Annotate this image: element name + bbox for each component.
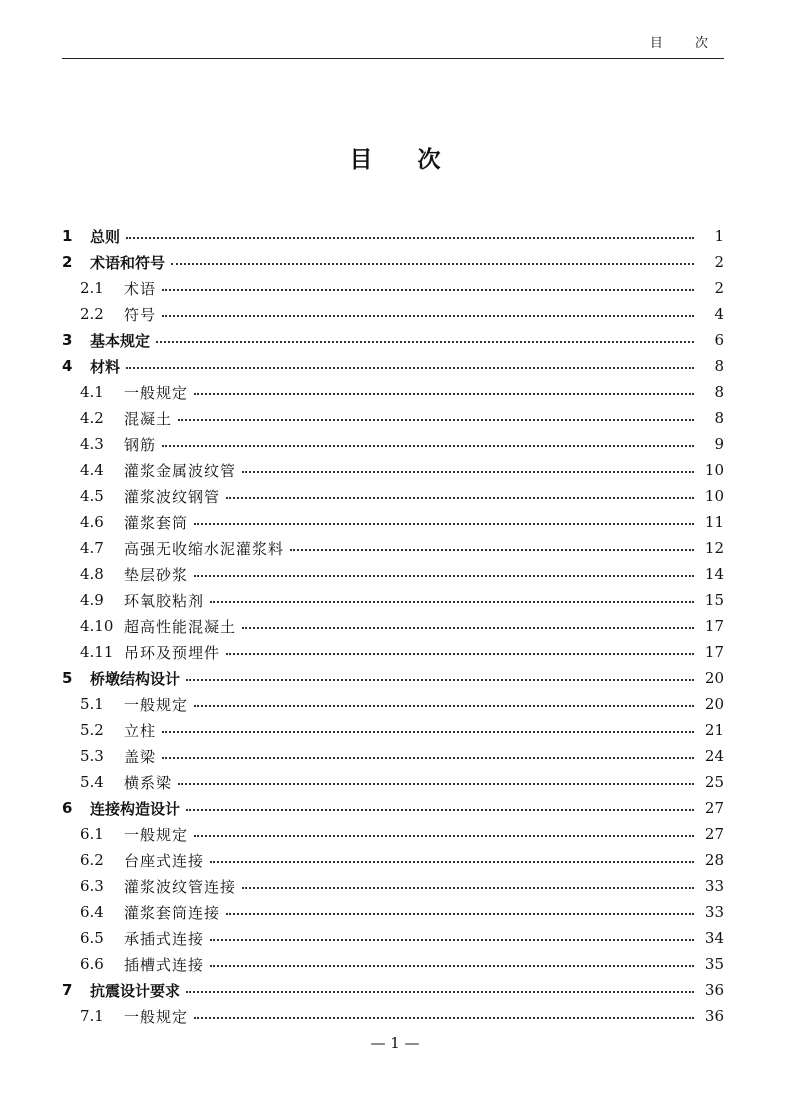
toc-entry-title: 高强无收缩水泥灌浆料 bbox=[124, 539, 285, 558]
toc-entry-page: 2 bbox=[714, 253, 724, 271]
toc-section-entry[interactable] bbox=[62, 873, 724, 899]
toc-dot-leader bbox=[126, 367, 694, 369]
toc-entry-page: 25 bbox=[704, 773, 724, 791]
toc-dot-leader bbox=[126, 237, 694, 239]
toc-dot-leader bbox=[226, 497, 694, 499]
toc-section-entry[interactable] bbox=[62, 717, 724, 743]
toc-dot-leader bbox=[194, 1017, 694, 1019]
toc-section-entry[interactable] bbox=[62, 1003, 724, 1029]
toc-entry-page: 36 bbox=[704, 981, 724, 999]
toc-section-entry[interactable] bbox=[62, 743, 724, 769]
toc-chapter-entry[interactable] bbox=[62, 977, 724, 1003]
toc-section-entry[interactable] bbox=[62, 275, 724, 301]
toc-entry-number: 7 bbox=[62, 981, 73, 999]
toc-entry-title: 总则 bbox=[90, 227, 121, 246]
toc-entry-title: 一般规定 bbox=[124, 825, 189, 844]
toc-section-entry[interactable] bbox=[62, 691, 724, 717]
toc-entry-title: 超高性能混凝土 bbox=[124, 617, 237, 636]
toc-entry-title: 基本规定 bbox=[90, 331, 151, 350]
toc-entry-title: 符号 bbox=[124, 305, 157, 324]
toc-entry-number: 4.6 bbox=[80, 513, 104, 531]
toc-chapter-entry[interactable] bbox=[62, 665, 724, 691]
running-header: 目 次 bbox=[649, 36, 722, 51]
toc-entry-number: 6.6 bbox=[80, 955, 104, 973]
toc-entry-title: 灌浆金属波纹管 bbox=[124, 461, 237, 480]
toc-entry-title: 插槽式连接 bbox=[124, 955, 205, 974]
toc-entry-title: 灌浆套筒 bbox=[124, 513, 189, 532]
toc-dot-leader bbox=[210, 939, 694, 941]
toc-entry-title: 立柱 bbox=[124, 721, 157, 740]
toc-section-entry[interactable] bbox=[62, 821, 724, 847]
toc-entry-number: 5.1 bbox=[80, 695, 104, 713]
toc-entry-number: 4.2 bbox=[80, 409, 104, 427]
toc-dot-leader bbox=[242, 887, 694, 889]
toc-entry-number: 2 bbox=[62, 253, 73, 271]
toc-section-entry[interactable] bbox=[62, 847, 724, 873]
table-of-contents bbox=[62, 223, 724, 1029]
toc-dot-leader bbox=[162, 315, 694, 317]
toc-entry-title: 环氧胶粘剂 bbox=[124, 591, 205, 610]
toc-section-entry[interactable] bbox=[62, 925, 724, 951]
toc-entry-number: 7.1 bbox=[80, 1007, 104, 1025]
toc-dot-leader bbox=[210, 861, 694, 863]
toc-entry-number: 5.2 bbox=[80, 721, 104, 739]
toc-dot-leader bbox=[156, 341, 694, 343]
toc-entry-number: 6.3 bbox=[80, 877, 104, 895]
toc-dot-leader bbox=[162, 445, 694, 447]
toc-entry-number: 4.10 bbox=[80, 617, 114, 635]
toc-chapter-entry[interactable] bbox=[62, 795, 724, 821]
toc-entry-page: 12 bbox=[704, 539, 724, 557]
toc-entry-page: 8 bbox=[714, 357, 724, 375]
toc-entry-title: 术语和符号 bbox=[90, 253, 166, 272]
toc-section-entry[interactable] bbox=[62, 379, 724, 405]
toc-entry-title: 承插式连接 bbox=[124, 929, 205, 948]
toc-entry-title: 桥墩结构设计 bbox=[90, 669, 181, 688]
toc-entry-page: 20 bbox=[704, 669, 724, 687]
toc-entry-page: 10 bbox=[704, 461, 724, 479]
toc-dot-leader bbox=[210, 601, 694, 603]
toc-section-entry[interactable] bbox=[62, 457, 724, 483]
toc-section-entry[interactable] bbox=[62, 509, 724, 535]
toc-entry-number: 4.7 bbox=[80, 539, 104, 557]
toc-entry-number: 6.1 bbox=[80, 825, 104, 843]
toc-entry-page: 34 bbox=[704, 929, 724, 947]
toc-dot-leader bbox=[194, 523, 694, 525]
toc-entry-page: 17 bbox=[704, 617, 724, 635]
toc-chapter-entry[interactable] bbox=[62, 249, 724, 275]
toc-entry-title: 灌浆套筒连接 bbox=[124, 903, 221, 922]
toc-section-entry[interactable] bbox=[62, 769, 724, 795]
toc-section-entry[interactable] bbox=[62, 535, 724, 561]
toc-entry-page: 4 bbox=[714, 305, 724, 323]
toc-section-entry[interactable] bbox=[62, 639, 724, 665]
page-number: — 1 — bbox=[370, 1034, 420, 1052]
toc-chapter-entry[interactable] bbox=[62, 327, 724, 353]
toc-dot-leader bbox=[210, 965, 694, 967]
toc-dot-leader bbox=[171, 263, 694, 265]
toc-entry-page: 35 bbox=[704, 955, 724, 973]
toc-entry-number: 6.4 bbox=[80, 903, 104, 921]
toc-entry-page: 8 bbox=[714, 409, 724, 427]
toc-entry-number: 2.2 bbox=[80, 305, 104, 323]
toc-entry-number: 4.9 bbox=[80, 591, 104, 609]
toc-entry-number: 6.2 bbox=[80, 851, 104, 869]
toc-entry-page: 1 bbox=[714, 227, 724, 245]
toc-dot-leader bbox=[226, 653, 694, 655]
toc-entry-title: 垫层砂浆 bbox=[124, 565, 189, 584]
toc-entry-title: 术语 bbox=[124, 279, 157, 298]
toc-entry-page: 15 bbox=[704, 591, 724, 609]
toc-entry-number: 4 bbox=[62, 357, 73, 375]
toc-dot-leader bbox=[178, 419, 694, 421]
toc-entry-page: 14 bbox=[704, 565, 724, 583]
toc-dot-leader bbox=[162, 757, 694, 759]
toc-dot-leader bbox=[290, 549, 694, 551]
toc-section-entry[interactable] bbox=[62, 613, 724, 639]
toc-entry-page: 27 bbox=[704, 825, 724, 843]
toc-entry-title: 一般规定 bbox=[124, 383, 189, 402]
toc-section-entry[interactable] bbox=[62, 951, 724, 977]
toc-chapter-entry[interactable] bbox=[62, 223, 724, 249]
toc-entry-title: 横系梁 bbox=[124, 773, 173, 792]
toc-entry-page: 2 bbox=[714, 279, 724, 297]
toc-section-entry[interactable] bbox=[62, 483, 724, 509]
toc-entry-title: 材料 bbox=[90, 357, 121, 376]
toc-section-entry[interactable] bbox=[62, 405, 724, 431]
toc-entry-title: 吊环及预埋件 bbox=[124, 643, 221, 662]
toc-dot-leader bbox=[194, 705, 694, 707]
toc-entry-title: 抗震设计要求 bbox=[90, 981, 181, 1000]
toc-dot-leader bbox=[186, 809, 694, 811]
toc-entry-page: 6 bbox=[714, 331, 724, 349]
toc-dot-leader bbox=[194, 393, 694, 395]
toc-entry-page: 33 bbox=[704, 877, 724, 895]
toc-entry-number: 4.8 bbox=[80, 565, 104, 583]
toc-entry-number: 6.5 bbox=[80, 929, 104, 947]
toc-entry-number: 5.4 bbox=[80, 773, 104, 791]
toc-entry-number: 4.3 bbox=[80, 435, 104, 453]
toc-dot-leader bbox=[162, 289, 694, 291]
toc-dot-leader bbox=[178, 783, 694, 785]
toc-entry-number: 4.1 bbox=[80, 383, 104, 401]
toc-entry-number: 6 bbox=[62, 799, 73, 817]
toc-entry-page: 11 bbox=[704, 513, 724, 531]
toc-dot-leader bbox=[194, 575, 694, 577]
toc-entry-title: 一般规定 bbox=[124, 695, 189, 714]
toc-dot-leader bbox=[242, 471, 694, 473]
toc-entry-title: 灌浆波纹管连接 bbox=[124, 877, 237, 896]
toc-entry-number: 3 bbox=[62, 331, 73, 349]
toc-dot-leader bbox=[226, 913, 694, 915]
toc-entry-title: 灌浆波纹钢管 bbox=[124, 487, 221, 506]
toc-dot-leader bbox=[162, 731, 694, 733]
toc-entry-title: 混凝土 bbox=[124, 409, 173, 428]
toc-entry-page: 36 bbox=[704, 1007, 724, 1025]
toc-entry-page: 10 bbox=[704, 487, 724, 505]
toc-entry-page: 8 bbox=[714, 383, 724, 401]
toc-entry-title: 钢筋 bbox=[124, 435, 157, 454]
toc-dot-leader bbox=[186, 679, 694, 681]
toc-entry-number: 5.3 bbox=[80, 747, 104, 765]
toc-entry-number: 4.4 bbox=[80, 461, 104, 479]
toc-chapter-entry[interactable] bbox=[62, 353, 724, 379]
toc-entry-title: 盖梁 bbox=[124, 747, 157, 766]
toc-entry-title: 一般规定 bbox=[124, 1007, 189, 1026]
toc-entry-number: 5 bbox=[62, 669, 73, 687]
toc-entry-number: 2.1 bbox=[80, 279, 104, 297]
toc-section-entry[interactable] bbox=[62, 561, 724, 587]
header-rule bbox=[62, 58, 724, 59]
toc-entry-page: 33 bbox=[704, 903, 724, 921]
toc-section-entry[interactable] bbox=[62, 301, 724, 327]
toc-section-entry[interactable] bbox=[62, 587, 724, 613]
toc-entry-page: 9 bbox=[714, 435, 724, 453]
toc-section-entry[interactable] bbox=[62, 899, 724, 925]
toc-entry-number: 1 bbox=[62, 227, 73, 245]
toc-entry-number: 4.5 bbox=[80, 487, 104, 505]
toc-dot-leader bbox=[194, 835, 694, 837]
toc-entry-page: 21 bbox=[704, 721, 724, 739]
toc-entry-title: 台座式连接 bbox=[124, 851, 205, 870]
toc-dot-leader bbox=[186, 991, 694, 993]
toc-entry-title: 连接构造设计 bbox=[90, 799, 181, 818]
toc-entry-page: 28 bbox=[704, 851, 724, 869]
page-title: 目次 bbox=[349, 147, 486, 173]
toc-section-entry[interactable] bbox=[62, 431, 724, 457]
toc-entry-page: 24 bbox=[704, 747, 724, 765]
toc-entry-page: 27 bbox=[704, 799, 724, 817]
toc-dot-leader bbox=[242, 627, 694, 629]
toc-entry-page: 20 bbox=[704, 695, 724, 713]
toc-entry-page: 17 bbox=[704, 643, 724, 661]
toc-entry-number: 4.11 bbox=[80, 643, 114, 661]
